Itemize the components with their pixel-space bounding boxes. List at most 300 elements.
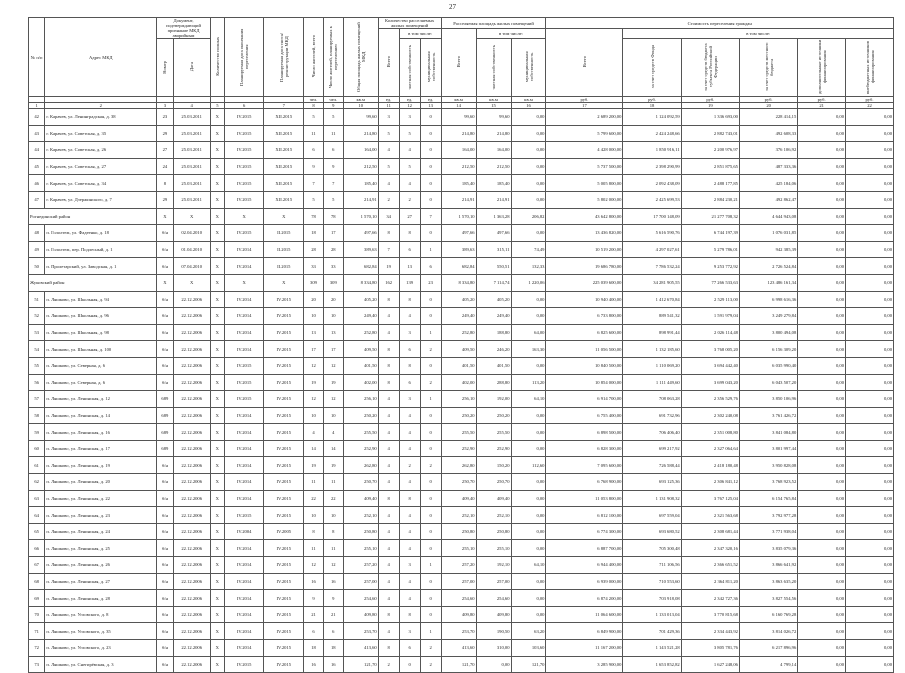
cell-c4: 6 154 765,84 xyxy=(739,490,797,507)
cell-c1: 6 914 700,00 xyxy=(546,391,623,408)
table-row xyxy=(29,656,894,673)
cell-r2: 8 xyxy=(399,291,420,308)
cell-addr: п. Ляшково, ул. Школьная, д. 94 xyxy=(45,291,157,308)
cell-p2: 8 xyxy=(323,523,343,540)
cell-area: 164,00 xyxy=(343,142,378,159)
cell-p1: 16 xyxy=(304,573,324,590)
cell-a3: 132,33 xyxy=(511,258,546,275)
cell-c3: 2 302 240,08 xyxy=(681,407,739,424)
cell-c2: 7 786 532,24 xyxy=(623,258,681,275)
cell-a2: 252,90 xyxy=(476,440,511,457)
cell-addr: п. Ляшково, ул. Угловского, д. 35 xyxy=(45,623,157,640)
cell-c4: 4 799,14 xyxy=(739,656,797,673)
cell-a1: 1 570,10 xyxy=(441,208,476,225)
cell-c6: 0,00 xyxy=(846,258,894,275)
cell-a1: 262,80 xyxy=(441,457,476,474)
cell-area: 409,80 xyxy=(343,606,378,623)
resettlement-table xyxy=(28,17,894,673)
cell-r3: 0 xyxy=(420,175,441,192)
cell-d2: IV.2015 xyxy=(264,457,304,474)
header-cost-including: в том числе: xyxy=(623,29,894,39)
cell-c2: 898 991,44 xyxy=(623,324,681,341)
cell-p2: 13 xyxy=(323,324,343,341)
cell-no: 58 xyxy=(29,407,45,424)
cell-date: 22.12.2006 xyxy=(173,374,210,391)
cell-date: 02.04.2010 xyxy=(173,225,210,242)
cell-d1: IV.2015 xyxy=(224,109,264,126)
cell-c3: 3 768 005,20 xyxy=(681,341,739,358)
cell-date: X xyxy=(173,208,210,225)
cell-d1: X xyxy=(224,274,264,291)
cell-d1: IV.2015 xyxy=(224,507,264,524)
cell-r1: 8 xyxy=(378,490,399,507)
cell-c5: 0,00 xyxy=(798,606,846,623)
cell-x: X xyxy=(210,490,224,507)
cell-addr: п. Ляшково, ул. Ленинская, д. 24 xyxy=(45,523,157,540)
cell-a3: 0,00 xyxy=(511,357,546,374)
cell-p2: 12 xyxy=(323,391,343,408)
cell-r2: 13 xyxy=(399,258,420,275)
header-cost-group: Стоимость переселения граждан xyxy=(546,18,894,29)
unit-cell: руб. xyxy=(623,97,681,103)
table-row xyxy=(29,324,894,341)
cell-c2: 1 412 670,84 xyxy=(623,291,681,308)
cell-c2: 1 131 908,32 xyxy=(623,490,681,507)
cell-c4: 3 950 828,08 xyxy=(739,457,797,474)
cell-a1: 257,20 xyxy=(441,557,476,574)
cell-p2: 22 xyxy=(323,490,343,507)
cell-c3: 2 366 651,52 xyxy=(681,557,739,574)
cell-c5: 0,00 xyxy=(798,457,846,474)
cell-c6: 0,00 xyxy=(846,424,894,441)
cell-r3: 2 xyxy=(420,640,441,657)
cell-r1: 4 xyxy=(378,391,399,408)
header-cost-extra2: внебюджетных источников финансирования xyxy=(846,39,894,97)
cell-r2: 2 xyxy=(399,191,420,208)
cell-r3: 1 xyxy=(420,324,441,341)
cell-c5: 0,00 xyxy=(798,308,846,325)
cell-c4: 2 726 524,84 xyxy=(739,258,797,275)
cell-a2: 150,20 xyxy=(476,457,511,474)
cell-r3: 0 xyxy=(420,590,441,607)
cell-p1: 14 xyxy=(304,440,324,457)
cell-num: б/н xyxy=(157,640,173,657)
cell-r2: 139 xyxy=(399,274,420,291)
cell-p1: 6 xyxy=(304,623,324,640)
column-number-cell: 16 xyxy=(511,103,546,109)
cell-a1: 409,40 xyxy=(441,490,476,507)
column-number-cell: 15 xyxy=(476,103,511,109)
column-number-cell: 12 xyxy=(399,103,420,109)
cell-a3: 0,00 xyxy=(511,142,546,159)
cell-no: 47 xyxy=(29,191,45,208)
cell-no: 54 xyxy=(29,341,45,358)
header-cost-region: за счет средств бюджета субъекта Российской Федерации xyxy=(681,39,739,97)
unit-cell: кв.м xyxy=(343,97,378,103)
cell-area: 250,80 xyxy=(343,523,378,540)
cell-r3: 0 xyxy=(420,158,441,175)
cell-c5: 0,00 xyxy=(798,241,846,258)
cell-p2: 12 xyxy=(323,357,343,374)
cell-num: 27 xyxy=(157,142,173,159)
cell-a2: 249,40 xyxy=(476,308,511,325)
cell-d2: IV.2015 xyxy=(264,640,304,657)
cell-r1: 4 xyxy=(378,507,399,524)
cell-date: 25.03.2011 xyxy=(173,191,210,208)
cell-c3: 1 336 693,00 xyxy=(681,109,739,126)
cell-no: 57 xyxy=(29,391,45,408)
cell-area: 8 334,80 xyxy=(343,274,378,291)
table-row xyxy=(29,225,894,242)
cell-date: 22.12.2006 xyxy=(173,308,210,325)
cell-addr: п. Ляшково, ул. Ленинская, д. 16 xyxy=(45,424,157,441)
cell-area: 121,70 xyxy=(343,656,378,673)
cell-c6: 0,00 xyxy=(846,341,894,358)
cell-r2: 4 xyxy=(399,407,420,424)
cell-r1: 4 xyxy=(378,474,399,491)
cell-a1: 252,90 xyxy=(441,440,476,457)
cell-r1: 19 xyxy=(378,258,399,275)
cell-c6: 0,00 xyxy=(846,573,894,590)
cell-p1: 5 xyxy=(304,191,324,208)
cell-r3: 0 xyxy=(420,523,441,540)
cell-d2: IV.2015 xyxy=(264,407,304,424)
cell-p2: 5 xyxy=(323,191,343,208)
table-row xyxy=(29,407,894,424)
cell-r1: 4 xyxy=(378,590,399,607)
cell-a3: 0,00 xyxy=(511,308,546,325)
table-row xyxy=(29,640,894,657)
cell-no: 50 xyxy=(29,258,45,275)
cell-a1: 253,70 xyxy=(441,623,476,640)
cell-c1: 5 737 500,00 xyxy=(546,158,623,175)
cell-r3: 0 xyxy=(420,424,441,441)
cell-r2: 6 xyxy=(399,341,420,358)
cell-p2: 17 xyxy=(323,225,343,242)
cell-c5: 0,00 xyxy=(798,474,846,491)
cell-p1: 10 xyxy=(304,407,324,424)
cell-num: б/н xyxy=(157,308,173,325)
cell-a3: 64,10 xyxy=(511,391,546,408)
cell-c3: 2 418 180,48 xyxy=(681,457,739,474)
cell-r3: 0 xyxy=(420,540,441,557)
cell-c3: 3 699 043,20 xyxy=(681,374,739,391)
cell-d2: IV.2015 xyxy=(264,590,304,607)
cell-num: б/н xyxy=(157,357,173,374)
cell-area: 257,00 xyxy=(343,573,378,590)
cell-addr: г. Карачев, ул. Советская, д. 27 xyxy=(45,158,157,175)
cell-area: 255,10 xyxy=(343,540,378,557)
cell-addr: п. Ляшково, ул. Северная, д. 6 xyxy=(45,374,157,391)
cell-num: б/н xyxy=(157,341,173,358)
cell-p2: 11 xyxy=(323,540,343,557)
cell-r1: 4 xyxy=(378,573,399,590)
cell-a3: 0,00 xyxy=(511,590,546,607)
cell-c1: 5 799 600,00 xyxy=(546,125,623,142)
cell-c4: 123 486 161,34 xyxy=(739,274,797,291)
cell-date: 22.12.2006 xyxy=(173,341,210,358)
cell-d2: II.2015 xyxy=(264,258,304,275)
cell-num: 29 xyxy=(157,191,173,208)
cell-d2: IV.2015 xyxy=(264,540,304,557)
cell-a2: 250,70 xyxy=(476,474,511,491)
cell-a3: 0,00 xyxy=(511,225,546,242)
cell-c3: 3 767 125,04 xyxy=(681,490,739,507)
cell-r1: 4 xyxy=(378,457,399,474)
cell-p2: 309 xyxy=(323,274,343,291)
cell-x: X xyxy=(210,109,224,126)
unit-cell: чел. xyxy=(304,97,324,103)
cell-num: 8 xyxy=(157,175,173,192)
cell-area: 252,90 xyxy=(343,440,378,457)
cell-num: б/н xyxy=(157,457,173,474)
cell-p2: 78 xyxy=(323,208,343,225)
cell-c3: 9 253 772,92 xyxy=(681,258,739,275)
cell-date: 22.12.2006 xyxy=(173,590,210,607)
cell-addr: п. Ляшково, ул. Школьная, д. 98 xyxy=(45,324,157,341)
cell-num: 689 xyxy=(157,440,173,457)
cell-a3: 163,30 xyxy=(511,341,546,358)
cell-c6: 0,00 xyxy=(846,440,894,457)
cell-p2: 4 xyxy=(323,424,343,441)
cell-num: б/н xyxy=(157,241,173,258)
table-row xyxy=(29,391,894,408)
cell-date: 01.04.2010 xyxy=(173,241,210,258)
cell-num: 23 xyxy=(157,109,173,126)
cell-num: б/н xyxy=(157,374,173,391)
cell-r2: 4 xyxy=(399,590,420,607)
cell-r2: 0 xyxy=(399,656,420,673)
cell-c6: 0,00 xyxy=(846,474,894,491)
cell-c3: 2 321 563,68 xyxy=(681,507,739,524)
cell-date: 22.12.2006 xyxy=(173,623,210,640)
cell-addr: п. Ляшково, ул. Угловского, д. 23 xyxy=(45,640,157,657)
cell-r2: 5 xyxy=(399,125,420,142)
cell-d1: IV.2014 xyxy=(224,573,264,590)
cell-a2: 288,80 xyxy=(476,374,511,391)
cell-p1: 9 xyxy=(304,158,324,175)
cell-p1: 16 xyxy=(304,656,324,673)
cell-p1: 9 xyxy=(304,590,324,607)
cell-no: 70 xyxy=(29,606,45,623)
cell-r1: 4 xyxy=(378,557,399,574)
cell-a1: 255,50 xyxy=(441,424,476,441)
cell-x: X xyxy=(210,125,224,142)
cell-a3: 206,82 xyxy=(511,208,546,225)
cell-date: 22.12.2006 xyxy=(173,324,210,341)
cell-c1: 10 940 400,00 xyxy=(546,291,623,308)
table-row xyxy=(29,507,894,524)
cell-r2: 4 xyxy=(399,523,420,540)
cell-r2: 4 xyxy=(399,573,420,590)
cell-r2: 6 xyxy=(399,241,420,258)
cell-d1: IV.2014 xyxy=(224,308,264,325)
cell-no: 53 xyxy=(29,324,45,341)
group-row xyxy=(29,208,894,225)
cell-a2: 185,40 xyxy=(476,175,511,192)
cell-addr: Жуковский район xyxy=(29,274,157,291)
cell-a2: 164,00 xyxy=(476,142,511,159)
cell-r1: 162 xyxy=(378,274,399,291)
cell-no: 71 xyxy=(29,623,45,640)
column-number-cell: 19 xyxy=(681,103,739,109)
cell-area: 254,60 xyxy=(343,590,378,607)
cell-x: X xyxy=(210,573,224,590)
table-row xyxy=(29,606,894,623)
table-row xyxy=(29,308,894,325)
cell-c6: 0,00 xyxy=(846,208,894,225)
cell-r3: 0 xyxy=(420,407,441,424)
cell-r1: 8 xyxy=(378,606,399,623)
cell-r2: 4 xyxy=(399,175,420,192)
cell-r3: 0 xyxy=(420,109,441,126)
cell-x: X xyxy=(210,507,224,524)
cell-date: 22.12.2006 xyxy=(173,357,210,374)
cell-a1: 99,60 xyxy=(441,109,476,126)
cell-c4: 6 156 309,20 xyxy=(739,341,797,358)
cell-r3: 1 xyxy=(420,557,441,574)
cell-area: 214,91 xyxy=(343,191,378,208)
cell-area: 262,80 xyxy=(343,457,378,474)
cell-area: 405,20 xyxy=(343,291,378,308)
cell-c1: 11 167 200,00 xyxy=(546,640,623,657)
cell-x: X xyxy=(210,640,224,657)
cell-p2: 19 xyxy=(323,374,343,391)
cell-c3: 2 026 114,48 xyxy=(681,324,739,341)
cell-x: X xyxy=(210,158,224,175)
cell-c1: 6 755 400,00 xyxy=(546,407,623,424)
cell-a2: 250,80 xyxy=(476,523,511,540)
cell-c6: 0,00 xyxy=(846,125,894,142)
cell-addr: п. Ляшково, ул. Ленинская, д. 23 xyxy=(45,507,157,524)
cell-r2: 4 xyxy=(399,440,420,457)
cell-c5: 0,00 xyxy=(798,557,846,574)
cell-r2: 3 xyxy=(399,324,420,341)
cell-p1: 13 xyxy=(304,324,324,341)
cell-a2: 0,00 xyxy=(476,656,511,673)
header-rooms-group: Количество расселяемых жилых помещений xyxy=(378,18,441,29)
cell-c4: 3 792 977,28 xyxy=(739,507,797,524)
cell-c3: 2 529 113,00 xyxy=(681,291,739,308)
cell-c6: 0,00 xyxy=(846,490,894,507)
cell-p1: 17 xyxy=(304,341,324,358)
cell-date: 22.12.2006 xyxy=(173,606,210,623)
cell-r3: 2 xyxy=(420,341,441,358)
cell-p2: 10 xyxy=(323,407,343,424)
cell-a2: 252,10 xyxy=(476,507,511,524)
cell-d2: IV.2015 xyxy=(264,490,304,507)
cell-a1: 121,70 xyxy=(441,656,476,673)
cell-num: б/н xyxy=(157,507,173,524)
cell-a3: 113,20 xyxy=(511,374,546,391)
cell-c1: 6 828 300,00 xyxy=(546,440,623,457)
cell-area: 409,40 xyxy=(343,490,378,507)
column-number-cell: 21 xyxy=(798,103,846,109)
cell-p2: 11 xyxy=(323,125,343,142)
cell-c2: 705 300,48 xyxy=(623,540,681,557)
unit-cell: руб. xyxy=(546,97,623,103)
cell-c2: 706 406,40 xyxy=(623,424,681,441)
cell-x: X xyxy=(210,656,224,673)
cell-r2: 3 xyxy=(399,623,420,640)
table-header xyxy=(29,18,894,109)
cell-r2: 6 xyxy=(399,374,420,391)
cell-a1: 250,70 xyxy=(441,474,476,491)
cell-c2: 703 918,08 xyxy=(623,590,681,607)
cell-c1: 13 436 820,00 xyxy=(546,225,623,242)
cell-r1: 8 xyxy=(378,225,399,242)
cell-addr: п. Ляшково, ул. Ленинская, д. 26 xyxy=(45,557,157,574)
cell-c2: 691 732,96 xyxy=(623,407,681,424)
cell-a1: 257,00 xyxy=(441,573,476,590)
cell-no: 64 xyxy=(29,507,45,524)
cell-num: 24 xyxy=(157,158,173,175)
cell-r3: 2 xyxy=(420,374,441,391)
cell-num: б/н xyxy=(157,490,173,507)
cell-area: 497,66 xyxy=(343,225,378,242)
cell-c2: 1 111 449,60 xyxy=(623,374,681,391)
cell-c3: 77 266 533,63 xyxy=(681,274,739,291)
cell-d2: IV.2015 xyxy=(264,474,304,491)
cell-area: 409,50 xyxy=(343,341,378,358)
cell-c2: 1 143 521,28 xyxy=(623,640,681,657)
cell-area: 257,20 xyxy=(343,557,378,574)
cell-c1: 6 944 400,00 xyxy=(546,557,623,574)
cell-p1: 11 xyxy=(304,474,324,491)
cell-x: X xyxy=(210,258,224,275)
unit-cell: руб. xyxy=(739,97,797,103)
cell-c5: 0,00 xyxy=(798,490,846,507)
cell-c2: 1 850 916,11 xyxy=(623,142,681,159)
cell-area: 1 570,10 xyxy=(343,208,378,225)
table-row xyxy=(29,440,894,457)
cell-c1: 6 887 700,00 xyxy=(546,540,623,557)
cell-p1: 78 xyxy=(304,208,324,225)
cell-addr: п. Ляшково, ул. Ленинская, д. 25 xyxy=(45,540,157,557)
column-number-cell: 11 xyxy=(378,103,399,109)
cell-r2: 2 xyxy=(399,457,420,474)
cell-a3: 0,00 xyxy=(511,490,546,507)
cell-d1: IV.2014 xyxy=(224,640,264,657)
cell-r2: 3 xyxy=(399,557,420,574)
cell-a2: 409,80 xyxy=(476,606,511,623)
cell-d2: XII.2015 xyxy=(264,175,304,192)
cell-addr: п. Пролетарский, ул. Заводская, д. 1 xyxy=(45,258,157,275)
cell-x: X xyxy=(210,142,224,159)
cell-r3: 0 xyxy=(420,357,441,374)
cell-date: 22.12.2006 xyxy=(173,573,210,590)
cell-area: 402,00 xyxy=(343,374,378,391)
cell-p2: 9 xyxy=(323,590,343,607)
cell-c3: 2 308 681,44 xyxy=(681,523,739,540)
cell-c6: 0,00 xyxy=(846,640,894,657)
cell-d2: IV.2015 xyxy=(264,308,304,325)
cell-date: 22.12.2006 xyxy=(173,424,210,441)
cell-d1: IV.2014 xyxy=(224,457,264,474)
cell-x: X xyxy=(210,590,224,607)
cell-c5: 0,00 xyxy=(798,656,846,673)
cell-a2: 257,00 xyxy=(476,573,511,590)
cell-d2: X xyxy=(264,274,304,291)
table-row xyxy=(29,540,894,557)
cell-c2: 1 653 852,82 xyxy=(623,656,681,673)
cell-a2: 188,80 xyxy=(476,324,511,341)
table-row xyxy=(29,158,894,175)
cell-addr: Рогнединский район xyxy=(29,208,157,225)
cell-a2: 192,10 xyxy=(476,557,511,574)
cell-d1: IV.2014 xyxy=(224,341,264,358)
unit-cell: ед. xyxy=(378,97,399,103)
